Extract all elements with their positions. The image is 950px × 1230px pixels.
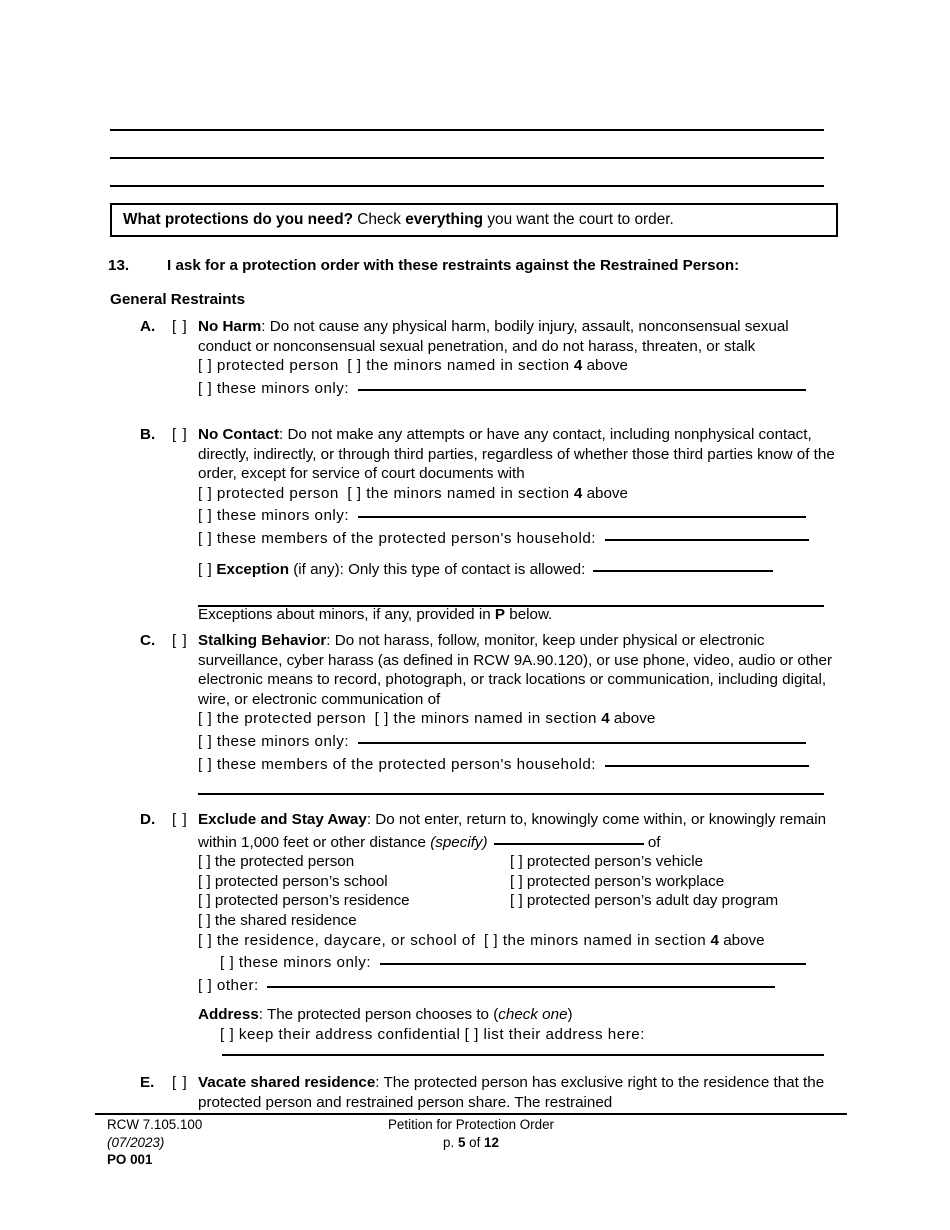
item-d-address-title: Address (198, 1006, 259, 1024)
item-c-text: Do not harass, follow, monitor, keep under physical or electronic surveillance, cyber harass (as defined in RCW 9A.90.120), or use phone, video, audio or other electronic means to record, photograph, or track locations or communication, including digital, wire, or electronic communication of (198, 632, 833, 708)
item-b-option-row-2 (198, 503, 840, 526)
question-heading-text: I ask for a protection order with these restraints against the Restrained Person (167, 257, 735, 274)
exceptions-note-pre: Exceptions about minors, if any, provided in (198, 606, 491, 623)
item-b-exceptions-note-body (198, 605, 840, 625)
callout-text (112, 210, 674, 230)
item-a-these-minors-fill-line[interactable] (358, 376, 806, 391)
restraint-item-d (110, 810, 840, 1045)
question-heading-tail: : (734, 257, 740, 274)
item-b-section-number: 4 (573, 484, 583, 502)
item-a-section-tail: above (586, 357, 628, 375)
callout-mid: Check (353, 211, 406, 229)
footer-left (107, 1116, 202, 1169)
item-b-body (198, 425, 840, 579)
item-d-right-column (510, 852, 778, 911)
item-e-paragraph (198, 1073, 840, 1112)
item-c-option-row-1 (198, 709, 840, 729)
item-d-address-text: : The protected person chooses to ( (258, 1006, 499, 1024)
item-d-address-options-row (198, 1025, 840, 1045)
item-c-option-row-2 (198, 729, 840, 752)
item-a-title: No Harm (198, 318, 262, 335)
item-d-distance-fill-line[interactable] (494, 830, 644, 845)
footer-form-code: PO 001 (107, 1152, 153, 1168)
item-c-title: Stalking Behavior (198, 632, 327, 649)
item-c-these-minors-fill-line[interactable] (358, 729, 806, 744)
item-a-these-minors-checkbox[interactable]: [ ] these minors only: (198, 379, 350, 397)
item-d-checkbox[interactable]: [ ] (172, 811, 188, 828)
item-b-exception-title: Exception (216, 560, 289, 578)
item-d-left-option-1[interactable]: [ ] the protected person (198, 853, 355, 871)
item-b-protected-person-checkbox[interactable]: [ ] protected person (198, 484, 339, 502)
item-d-letter: D. (140, 811, 156, 828)
item-d-address-title-row (198, 1005, 840, 1025)
item-a-protected-person-checkbox[interactable]: [ ] protected person (198, 357, 339, 375)
item-d-address-fill-line[interactable] (222, 1054, 824, 1056)
item-c-section-tail: above (613, 710, 656, 728)
item-e-body (198, 1073, 840, 1112)
item-c-household-fill-line[interactable] (605, 752, 809, 767)
footer-rcw: RCW 7.105.100 (107, 1117, 203, 1132)
item-b-checkbox[interactable]: [ ] (172, 426, 188, 443)
item-c-minors-section-checkbox[interactable]: [ ] the minors named in section (374, 710, 597, 728)
footer-page-indicator (95, 1134, 847, 1152)
item-a-minors-section-checkbox[interactable]: [ ] the minors named in section (347, 357, 570, 375)
item-a-letter: A. (140, 318, 156, 335)
question-heading (167, 256, 739, 276)
exceptions-note-post: below. (509, 606, 553, 623)
footer-page-number: 5 (457, 1134, 466, 1150)
item-b-minors-section-checkbox[interactable]: [ ] the minors named in section (347, 484, 570, 502)
item-b-option-row-3 (198, 526, 840, 549)
item-d-columns (198, 852, 840, 930)
item-d-these-minors-row (198, 950, 840, 973)
item-c-protected-person-checkbox[interactable]: [ ] the protected person (198, 710, 367, 728)
item-d-body (198, 810, 840, 1045)
item-d-address-text-close: ) (567, 1006, 573, 1024)
item-d-left-option-3[interactable]: [ ] protected person’s residence (198, 892, 410, 910)
protections-callout-box (110, 203, 838, 237)
item-d-section-number: 4 (710, 931, 719, 949)
item-a-body (198, 317, 840, 398)
item-d-text: Do not enter, return to, knowingly come within, or knowingly remain within 1,000 feet or other distance (198, 811, 827, 851)
item-c-body (198, 631, 840, 774)
item-d-address-italic: check one (498, 1006, 568, 1024)
item-b-title: No Contact (198, 426, 279, 443)
item-a-text: Do not cause any physical harm, bodily injury, assault, nonconsensual sexual conduct or nonconsensual sexual penetration, and do not harass, threaten, or stalk (198, 318, 789, 355)
item-a-paragraph: No Harm: Do not cause any physical harm, bodily injury, assault, nonconsensual sexual conduct or nonconsensual sexual penetration, and do not harass, threaten, or stalk (198, 318, 789, 355)
item-e-letter: E. (140, 1074, 155, 1091)
item-a-option-row-1 (198, 356, 840, 376)
footer-page-total: 12 (484, 1134, 499, 1150)
item-d-specify-label: (specify) (430, 833, 488, 851)
item-b-household-checkbox[interactable]: [ ] these members of the protected person's household: (198, 529, 596, 547)
item-b-exceptions-note (110, 605, 840, 625)
item-b-section-tail: above (586, 484, 628, 502)
footer-center (95, 1116, 847, 1151)
item-d-other-row (198, 973, 840, 996)
item-a-section-number: 4 (573, 357, 583, 375)
item-d-right-option-1[interactable]: [ ] protected person’s vehicle (510, 853, 704, 871)
item-c-these-minors-checkbox[interactable]: [ ] these minors only: (198, 732, 350, 750)
item-d-residence-daycare-row (198, 931, 840, 951)
item-e-title: Vacate shared residence (198, 1074, 376, 1091)
item-c-continuation-line[interactable] (198, 793, 824, 795)
item-d-left-option-4[interactable]: [ ] the shared residence (198, 911, 357, 929)
blank-line-1 (110, 129, 824, 131)
item-b-letter: B. (140, 426, 156, 443)
item-c-checkbox[interactable]: [ ] (172, 632, 188, 649)
item-d-spacer (198, 995, 840, 1005)
item-d-other-checkbox[interactable]: [ ] other: (198, 976, 259, 994)
item-d-these-minors-fill-line[interactable] (380, 950, 806, 965)
general-restraints-label: General Restraints (110, 291, 246, 308)
item-b-spacer (198, 549, 840, 557)
item-e-checkbox[interactable]: [ ] (172, 1074, 188, 1091)
footer-revision-date: (07/2023) (107, 1134, 165, 1150)
blank-line-3 (110, 185, 824, 187)
item-b-exception-fill-line[interactable] (593, 557, 773, 572)
callout-bold-mid: everything (405, 211, 484, 229)
item-d-of-label: of (647, 833, 661, 851)
item-c-household-checkbox[interactable]: [ ] these members of the protected person's household: (198, 755, 596, 773)
item-b-exception-checkbox[interactable]: [ ] (198, 560, 213, 578)
exceptions-note-ref: P (494, 606, 506, 623)
restraint-item-c (110, 631, 840, 774)
item-d-right-option-2[interactable]: [ ] protected person’s workplace (510, 872, 725, 890)
item-d-section-tail: above (723, 931, 765, 949)
item-d-residence-daycare-checkbox[interactable]: [ ] the residence, daycare, or school of (198, 931, 476, 949)
item-d-minors-section-checkbox[interactable]: [ ] the minors named in section (483, 931, 707, 949)
item-e-text: : The protected person has exclusive right to the residence that the protected person and restrained person share. The restrained (198, 1074, 825, 1111)
item-b-these-minors-checkbox[interactable]: [ ] these minors only: (198, 507, 350, 525)
item-b-exceptions-note-text (198, 605, 840, 625)
item-c-section-number: 4 (601, 710, 610, 728)
item-c-letter: C. (140, 632, 156, 649)
blank-line-2 (110, 157, 824, 159)
question-number: 13. (108, 257, 130, 274)
item-d-left-option-2[interactable]: [ ] protected person’s school (198, 872, 388, 890)
restraint-item-b (110, 425, 840, 579)
item-d-address-confidential-checkbox[interactable]: [ ] keep their address confidential (220, 1025, 461, 1043)
item-b-paragraph: No Contact: Do not make any attempts or have any contact, including nonphysical contact, directly, indirectly, or through third parties, regardless of whether those third parties know of the order, except for service of court documents with (198, 426, 835, 483)
item-c-paragraph: Stalking Behavior: Do not harass, follow, monitor, keep under physical or electronic surveillance, cyber harass (as defined in RCW 9A.90.120), or use phone, video, audio or other electronic means to record, photograph, or track locations or communication, including digital, wire, or electronic communication of (198, 632, 833, 708)
restraint-item-a (110, 317, 840, 398)
item-d-right-option-3[interactable]: [ ] protected person’s adult day program (510, 892, 779, 910)
item-d-other-fill-line[interactable] (267, 973, 775, 988)
item-d-address-list-checkbox[interactable]: [ ] list their address here: (464, 1025, 645, 1043)
restraint-item-e (110, 1073, 840, 1112)
item-d-paragraph: Exclude and Stay Away: Do not enter, return to, knowingly come within, or knowingly remain within 1,000 feet or other distance (specify) of (198, 811, 827, 851)
footer-page-prefix: p. (443, 1134, 455, 1150)
item-a-option-row-2 (198, 376, 840, 399)
item-d-these-minors-checkbox[interactable]: [ ] these minors only: (220, 954, 372, 972)
item-a-checkbox[interactable]: [ ] (172, 318, 188, 335)
callout-tail: you want the court to order. (483, 211, 674, 229)
item-b-option-row-1 (198, 484, 840, 504)
item-c-option-row-3 (198, 752, 840, 775)
footer-separator (95, 1113, 847, 1115)
footer-page-of: of (469, 1134, 481, 1150)
item-d-title: Exclude and Stay Away (198, 811, 367, 828)
callout-bold-lead: What protections do you need? (123, 211, 354, 229)
footer-form-title: Petition for Protection Order (388, 1117, 554, 1132)
item-b-these-minors-fill-line[interactable] (358, 503, 806, 518)
item-b-exception-text: (if any): Only this type of contact is allowed: (293, 560, 586, 578)
item-b-text: Do not make any attempts or have any contact, including nonphysical contact, directly, indirectly, or through third parties, regardless of whether those third parties know of the order, except for service of court documents with (198, 426, 835, 483)
item-b-exception-row (198, 557, 840, 580)
item-b-household-fill-line[interactable] (605, 526, 809, 541)
